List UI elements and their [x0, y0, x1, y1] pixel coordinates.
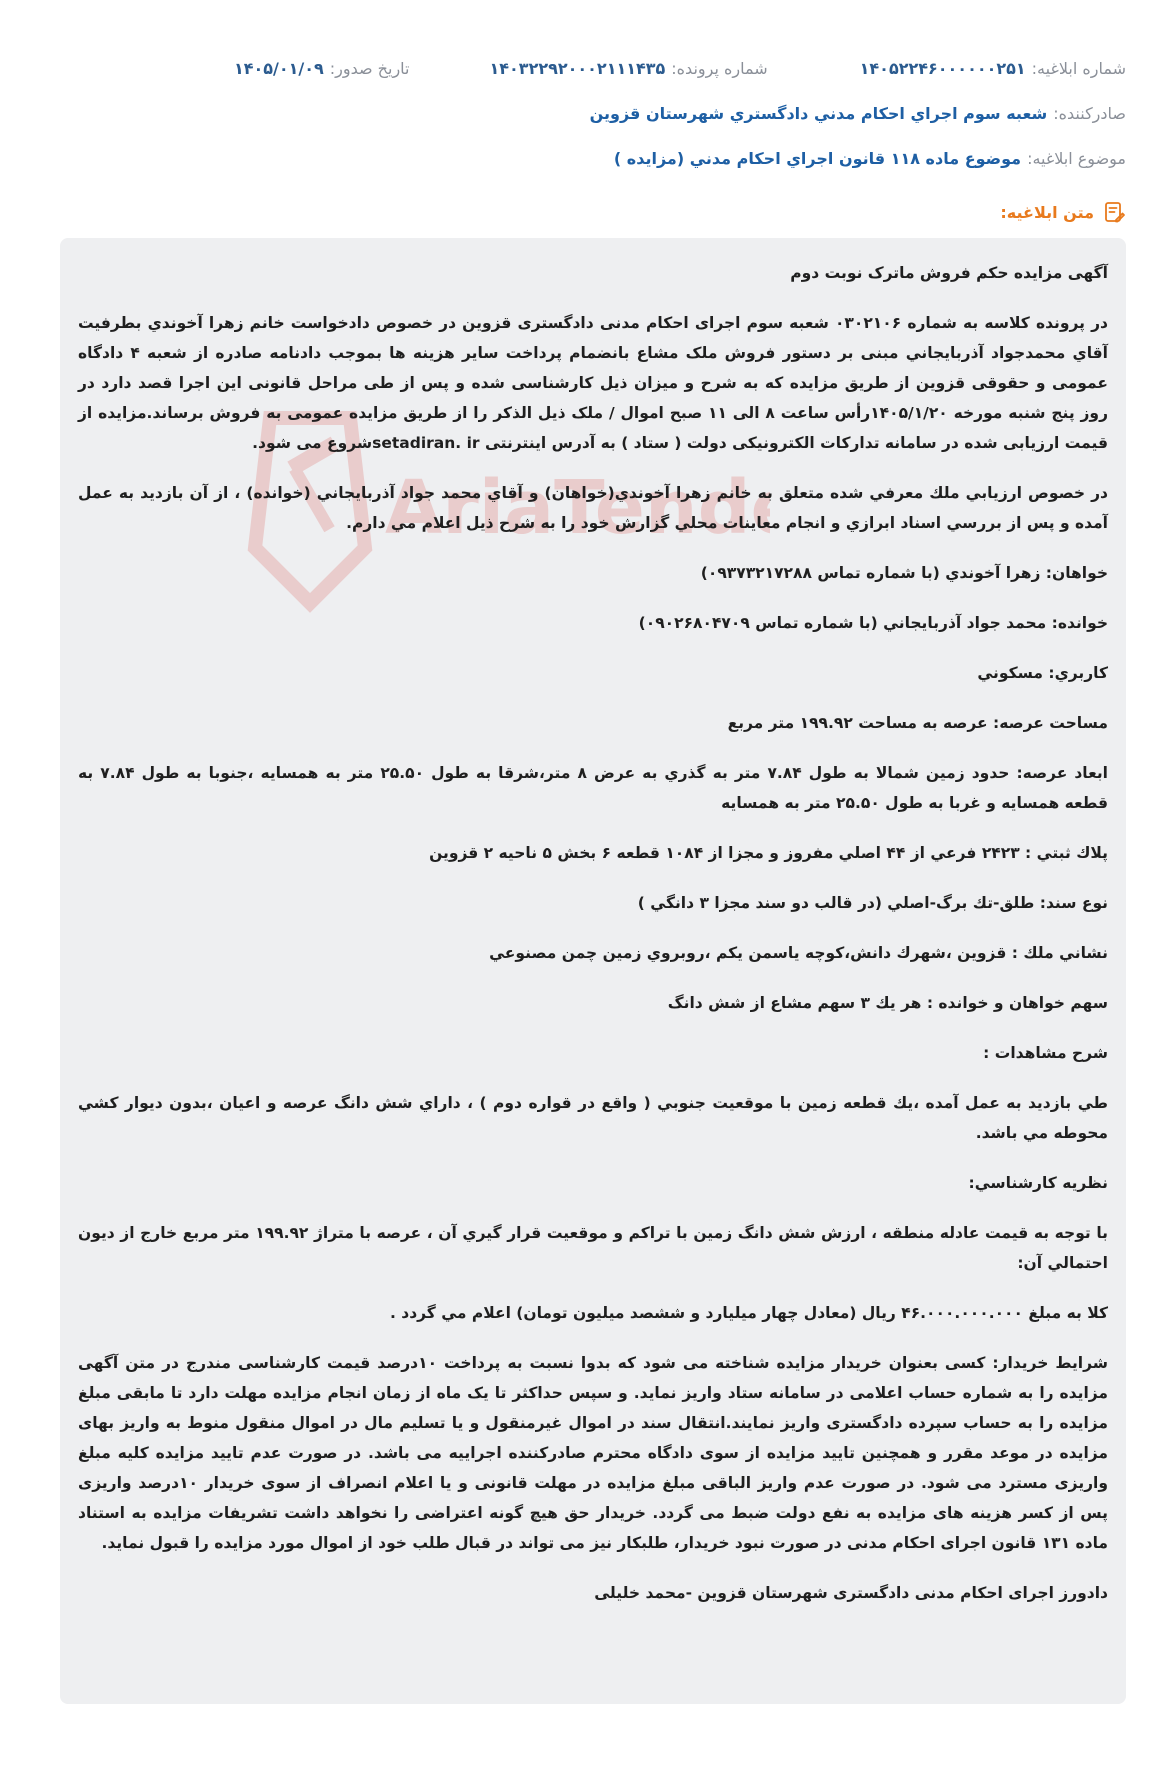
- issue-date-value: ۱۴۰۵/۰۱/۰۹: [233, 58, 324, 78]
- issuer-row: [48, 95, 1126, 131]
- case-number-label: شماره پرونده:: [671, 58, 768, 78]
- auction-intro-paragraph: در پرونده کلاسه به شماره ۰۳۰۲۱۰۶ شعبه سوم اجرای احکام مدنی دادگستری قزوین در خصوص دادخواست خانم زهرا آخوندي بطرفيت آقاي محمدجواد آذربايجاني مبنی بر دستور فروش ملک مشاع بانضمام پرداخت سایر هزینه ها بموجب دادنامه صادره از شعبه ۴ دادگاه عمومی و حقوقی قزوین از طریق مزایده که به شرح و میزان ذیل کارشناسی شده و پس از طی مراحل قانونی این اجرا قصد دارد در روز پنج شنبه مورخه ۱۴۰۵/۱/۲۰رأس ساعت ۸ الی ۱۱ صبح اموال / ملک ذیل الذکر را از طریق مزایده عمومی به فروش برساند.مزایده از قیمت ارزیابی شده در سامانه تدارکات الکترونیکی دولت ( ستاد ) به آدرس اینترنتی setadiran. irشروع می شود.: [78, 314, 1108, 452]
- subject-value: موضوع ماده ۱۱۸ قانون اجراي احكام مدني (مزايده ): [613, 148, 1022, 168]
- usage-line: كاربري: مسكوني: [977, 664, 1108, 682]
- issuer-label: صادرکننده:: [1053, 103, 1126, 123]
- appraisal-intro-paragraph: در خصوص ارزيابي ملك معرفي شده متعلق به خانم زهرا آخوندي(خواهان) و آقاي محمد جواد آذربايجاني (خوانده) ، از آن بازديد به عمل آمده و پس از بررسي اسناد ابرازي و انجام معاينات محلي گزارش خود را به شرح ذيل اعلام مي دارم.: [78, 484, 1108, 532]
- notice-body-title: [1000, 200, 1126, 224]
- notice-number-value: ۱۴۰۵۲۲۴۶۰۰۰۰۰۰۲۵۱: [859, 58, 1026, 78]
- notice-header: [48, 50, 1126, 176]
- case-number-value: ۱۴۰۳۲۲۹۲۰۰۰۲۱۱۱۴۳۵: [489, 58, 666, 78]
- auction-title: آگهی مزایده حکم فروش ماترک نوبت دوم: [790, 264, 1108, 282]
- subject-label: موضوع ابلاغیه:: [1027, 148, 1126, 168]
- address-line: نشاني ملك : قزوين ،شهرك دانش،كوچه ياسمن يكم ،روبروي زمين چمن مصنوعي: [489, 944, 1108, 962]
- subject-row: [48, 140, 1126, 176]
- plaintiff-line: خواهان: زهرا آخوندي (با شماره تماس ۰۹۳۷۳۲۱۷۲۸۸): [700, 564, 1108, 582]
- buyer-conditions-paragraph: شرایط خریدار: کسی بعنوان خریدار مزایده شناخته می شود که بدوا نسبت به پرداخت ۱۰درصد قیمت کارشناسی مندرج در متن آگهی مزایده را به شماره حساب اعلامی در سامانه ستاد واریز نماید. و سپس حداکثر تا یک ماه از زمان انجام مزایده مهلت دارد تا مابقی مبلغ مزایده را به حساب سپرده دادگستری واریز نمایند.انتقال سند در اموال غیرمنقول و یا تسلیم مال در اموال منقول منوط به واریز بهای مزایده در موعد مقرر و همچنین تایید مزایده از سوی دادگاه محترم صادرکننده اجراییه می باشد. در صورت عدم تایید مزایده کلیه مبلغ واریزی مسترد می شود. در صورت عدم واریز الباقی مبلغ مزایده در مهلت قانونی و یا اعلام انصراف از سوی خریدار ۱۰درصد واریزی پس از کسر هزینه های مزایده به نفع دولت ضبط می گردد. خریدار حق هیچ گونه اعتراضی را نخواهد داشت تشریفات مزایده به استناد ماده ۱۳۱ قانون اجرای احکام مدنی در صورت نبود خریدار، طلبکار نیز می تواند در قبال طلب خود از اموال مورد مزایده را قبول نماید.: [78, 1354, 1109, 1552]
- shares-line: سهم خواهان و خوانده : هر يك ۳ سهم مشاع از شش دانگ: [667, 994, 1108, 1012]
- area-line: مساحت عرصه: عرصه به مساحت ۱۹۹.۹۲ متر مربع: [727, 714, 1108, 732]
- note-edit-icon: [1102, 200, 1126, 224]
- notice-body-title-text: متن ابلاغیه:: [1000, 202, 1094, 222]
- issuer: [590, 104, 1126, 123]
- plaque-line: پلاك ثبتي : ۲۴۲۳ فرعي از ۴۴ اصلي مفروز و مجزا از ۱۰۸۴ قطعه ۶ بخش ۵ ناحيه ۲ قزوين: [429, 844, 1108, 862]
- notice-number-label: شماره ابلاغیه:: [1031, 58, 1126, 78]
- dimensions-line: ابعاد عرصه: حدود زمين شمالا به طول ۷.۸۴ متر به گذري به عرض ۸ متر،شرقا به طول ۲۵.۵۰ متر به همسايه ،جنوبا به طول ۷.۸۴ به قطعه همسايه و غربا به طول ۲۵.۵۰ متر به همسايه: [78, 764, 1108, 812]
- notice-meta-row: [48, 50, 1126, 86]
- watermark-text: AriaTend: [385, 465, 751, 551]
- subject: [614, 149, 1126, 168]
- deed-type-line: نوع سند: طلق-تك برگ-اصلي (در قالب دو سند مجزا ۳ دانگي ): [637, 894, 1108, 912]
- defendant-line: خوانده: محمد جواد آذربايجاني (با شماره تماس ۰۹۰۲۶۸۰۴۷۰۹): [638, 614, 1108, 632]
- issuer-value: شعبه سوم اجراي احكام مدني دادگستري شهرستان قزوين: [589, 103, 1048, 123]
- observations-paragraph: طي بازديد به عمل آمده ،يك قطعه زمين با موقعيت جنوبي ( واقع در قواره دوم ) ، داراي شش دانگ عرصه و اعيان ،بدون ديوار كشي محوطه مي باشد.: [78, 1094, 1108, 1142]
- issue-date: [234, 59, 410, 78]
- notice-number: [860, 59, 1126, 78]
- issue-date-label: تاریخ صدور:: [329, 58, 410, 78]
- signature-line: دادورز اجرای احکام مدنی دادگستری شهرستان قزوین -محمد خلیلی: [594, 1584, 1108, 1602]
- observations-heading: شرح مشاهدات :: [983, 1044, 1108, 1062]
- notice-text: [78, 258, 1108, 1608]
- expert-opinion-paragraph: با توجه به قيمت عادله منطقه ، ارزش شش دانگ زمين با تراكم و موقعيت قرار گيري آن ، عرصه با متراژ ۱۹۹.۹۲ متر مربع خارج از ديون احتمالي آن:: [78, 1224, 1108, 1272]
- expert-opinion-heading: نظريه كارشناسي:: [968, 1174, 1108, 1192]
- case-number: [490, 59, 768, 78]
- price-line: كلا به مبلغ ۴۶.۰۰۰.۰۰۰.۰۰۰ ريال (معادل چهار ميليارد و ششصد ميليون تومان) اعلام مي گردد .: [389, 1304, 1108, 1322]
- notice-content-box: [60, 238, 1126, 1704]
